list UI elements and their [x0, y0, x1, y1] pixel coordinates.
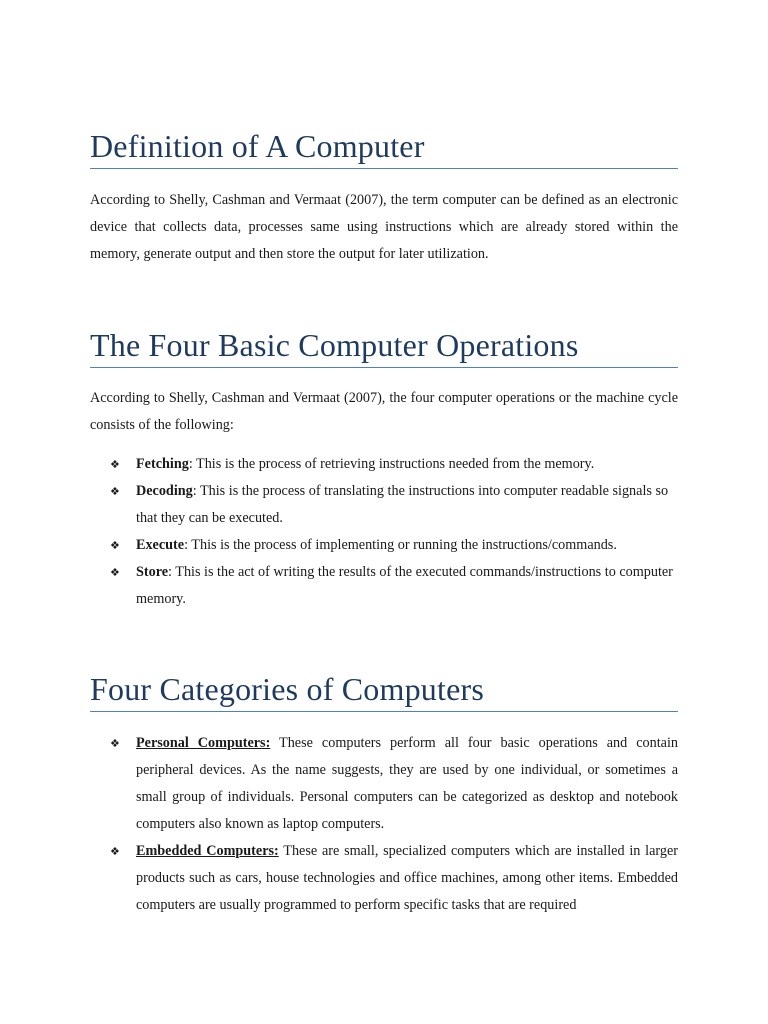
bullet-icon: ❖	[110, 737, 120, 750]
item-text: These computers perform all four basic operations and contain peripheral devices. As the name suggests, they are used by one individual, or sometimes a small group of individuals. Personal computers can be categorized as desktop and notebook computers also known as laptop computers.	[136, 735, 678, 832]
item-text: These are small, specialized computers which are installed in larger products such as cars, house technologies and office machines, among other items. Embedded computers are usually programmed to perform specific tasks that are required	[136, 843, 678, 913]
list-item	[90, 478, 678, 532]
bullet-icon: ❖	[110, 539, 120, 552]
paragraph-operations-intro: According to Shelly, Cashman and Vermaat (2007), the four computer operations or the machine cycle consists of the following:	[90, 390, 678, 433]
item-text: : This is the process of retrieving instructions needed from the memory.	[188, 456, 595, 472]
term-label: Fetching	[136, 456, 189, 472]
term-label: Store	[136, 564, 169, 580]
paragraph-definition: According to Shelly, Cashman and Vermaat (2007), the term computer can be defined as an electronic device that collects data, processes same using instructions which are already stored within the memory, generate output and then store the output for later utilization.	[90, 192, 678, 262]
item-text: : This is the act of writing the results of the executed commands/instructions to computer memory.	[136, 564, 673, 607]
term-label: Embedded Computers:	[136, 843, 279, 859]
operations-list	[90, 451, 678, 613]
term-label: Decoding	[136, 483, 193, 499]
categories-list	[90, 730, 678, 919]
list-item	[90, 532, 678, 559]
heading-definition: Definition of A Computer	[90, 126, 678, 169]
bullet-icon: ❖	[110, 458, 120, 471]
item-text: : This is the process of implementing or running the instructions/commands.	[184, 537, 617, 553]
bullet-icon: ❖	[110, 485, 120, 498]
list-item	[90, 559, 678, 613]
list-item	[90, 451, 678, 478]
term-label: Personal Computers:	[136, 735, 271, 751]
list-item	[90, 838, 678, 919]
item-text: : This is the process of translating the instructions into computer readable signals so that they can be executed.	[136, 483, 669, 526]
bullet-icon: ❖	[110, 845, 120, 858]
list-item	[90, 730, 678, 838]
heading-categories: Four Categories of Computers	[90, 669, 678, 712]
bullet-icon: ❖	[110, 566, 120, 579]
term-label: Execute	[136, 537, 185, 553]
heading-operations: The Four Basic Computer Operations	[90, 325, 678, 368]
